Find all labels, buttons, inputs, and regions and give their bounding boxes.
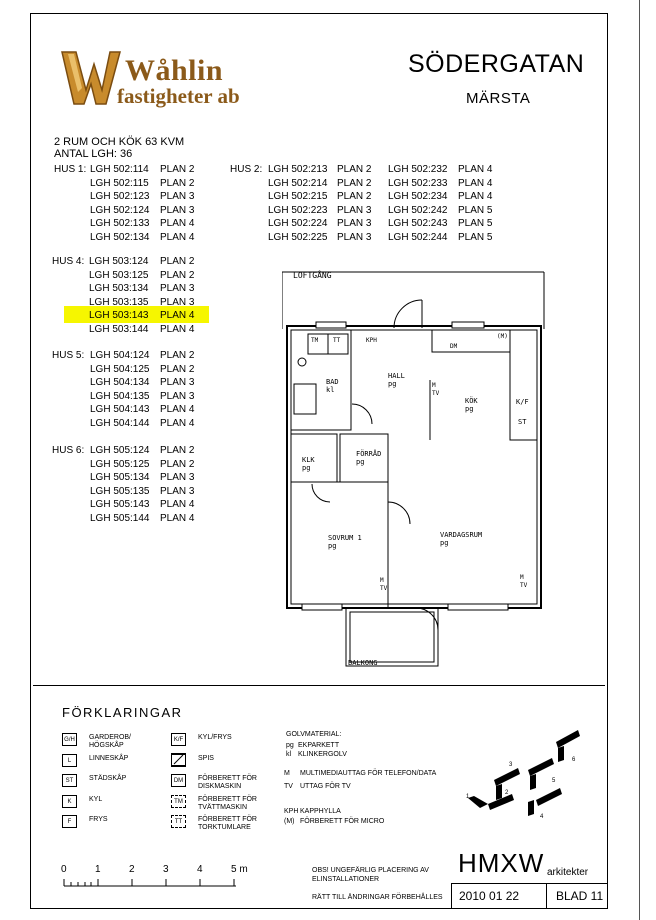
house-label: HUS 6: <box>52 445 85 456</box>
house-cell: PLAN 4 <box>160 231 195 243</box>
legend-label: LINNESKÅP <box>89 754 129 762</box>
title-separator <box>546 884 547 909</box>
house-cell: LGH 503:124 <box>89 256 149 267</box>
scale-label: 0 <box>61 864 67 875</box>
house-cell: PLAN 2 <box>160 177 195 189</box>
golv-label: KLINKERGOLV <box>298 751 347 758</box>
house-cell: LGH 502:214 <box>268 177 328 189</box>
legend-code-box: DM <box>171 774 186 787</box>
misc-label: FÖRBERETT FÖR MICRO <box>300 818 385 825</box>
plan-hall-outlet: M TV <box>432 382 440 397</box>
house-cell: PLAN 2 <box>337 164 372 175</box>
rights-note: RÄTT TILL ÄNDRINGAR FÖRBEHÅLLES <box>312 894 443 901</box>
plan-bad: BAD kl <box>326 378 339 394</box>
house-cell: LGH 503:144 <box>89 323 149 335</box>
title-sheet: BLAD 11 <box>556 889 604 903</box>
house-cell: PLAN 2 <box>160 445 195 456</box>
house-cell: LGH 503:135 <box>89 296 149 308</box>
golv-code: pg <box>286 742 294 749</box>
house-cell: PLAN 2 <box>337 191 372 202</box>
city-name: MÄRSTA <box>466 90 531 107</box>
firm-name: HMXW <box>458 848 545 878</box>
house-cell: LGH 504:135 <box>90 390 150 402</box>
house-label: HUS 1: <box>54 164 87 175</box>
legend-label: FÖRBERETT FÖR TORKTUMLARE <box>198 816 257 831</box>
plan-balkong: BALKONG <box>348 659 378 667</box>
legend-code-box: L <box>62 754 77 767</box>
house-cell: LGH 505:143 <box>90 499 150 510</box>
legend-code-box: K <box>62 795 77 808</box>
site-number: 5 <box>552 778 556 784</box>
legend-code-box: TM <box>171 795 186 808</box>
misc-label: MULTIMEDIAUTTAG FÖR TELEFON/DATA <box>300 770 437 777</box>
house-cell: PLAN 5 <box>458 204 493 216</box>
legend-label: GARDEROB/ HÖGSKÅP <box>89 734 132 749</box>
house-cell: PLAN 5 <box>458 231 493 243</box>
house-cell: LGH 502:242 <box>388 204 448 216</box>
firm-suffix: arkitekter <box>547 867 589 878</box>
house-cell: LGH 502:114 <box>90 164 149 175</box>
house-cell: PLAN 3 <box>337 218 372 229</box>
plan-klk: KLK pg <box>302 456 315 472</box>
house-cell: PLAN 3 <box>160 485 195 497</box>
site-number: 1 <box>466 794 470 800</box>
house-cell: LGH 504:125 <box>90 363 150 375</box>
house-cell: PLAN 3 <box>160 296 195 308</box>
house-cell: LGH 502:244 <box>388 231 448 243</box>
house-cell: LGH 502:225 <box>268 231 328 243</box>
house-cell: PLAN 3 <box>160 204 195 216</box>
site-number: 6 <box>572 757 576 763</box>
house-cell: PLAN 2 <box>160 458 195 470</box>
plan-dm: DM <box>450 343 458 350</box>
house-cell: LGH 505:135 <box>90 485 150 497</box>
golv-title: GOLVMATERIAL: <box>286 731 342 738</box>
legend-label: FÖRBERETT FÖR TVÄTTMASKIN <box>198 795 257 811</box>
house-cell: PLAN 4 <box>160 499 195 510</box>
plan-kf: K/F <box>516 398 529 406</box>
house-cell: LGH 502:123 <box>90 191 150 202</box>
plan-vardagsrum-outlet: M TV <box>520 574 528 589</box>
obs-note: OBS! UNGEFÄRLIG PLACERING AV ELINSTALLATIONER <box>312 867 429 883</box>
house-cell: LGH 502:115 <box>90 177 149 189</box>
site-number: 3 <box>509 762 513 768</box>
house-cell: LGH 504:124 <box>90 350 150 361</box>
golv-label: EKPARKETT <box>298 742 340 749</box>
house-cell: LGH 502:134 <box>90 231 150 243</box>
house-cell: PLAN 3 <box>160 472 195 483</box>
scale-label: 5 m <box>231 864 248 875</box>
house-cell: LGH 502:243 <box>388 218 448 229</box>
street-name: SÖDERGATAN <box>408 50 585 78</box>
plan-kok: KÖK pg <box>465 397 478 413</box>
house-cell: PLAN 4 <box>160 218 195 229</box>
house-cell: PLAN 2 <box>337 177 372 189</box>
section-divider <box>33 685 605 686</box>
house-cell: PLAN 4 <box>160 310 195 321</box>
house-cell: LGH 502:215 <box>268 191 328 202</box>
house-cell: LGH 504:134 <box>90 377 150 388</box>
plan-loftgang: LOFTGÅNG <box>293 271 332 280</box>
house-cell: PLAN 3 <box>160 283 195 294</box>
house-cell: PLAN 2 <box>160 350 195 361</box>
legend-code-box: G/H <box>62 733 77 746</box>
house-cell: PLAN 3 <box>160 377 195 388</box>
scale-bar <box>62 876 242 890</box>
house-cell: PLAN 2 <box>160 256 195 267</box>
house-cell: LGH 505:124 <box>90 445 150 456</box>
legend-code-box: ST <box>62 774 77 787</box>
house-cell: LGH 504:144 <box>90 417 150 429</box>
site-number: 2 <box>505 790 509 796</box>
legend-code-box: F <box>62 815 77 828</box>
misc-label: UTTAG FÖR TV <box>300 783 351 790</box>
legend-code-box: K/F <box>171 733 186 746</box>
house-cell: LGH 502:124 <box>90 204 150 216</box>
legend-label: KYL/FRYS <box>198 734 232 741</box>
house-cell: PLAN 4 <box>160 323 195 335</box>
house-cell: LGH 502:223 <box>268 204 328 216</box>
house-cell: LGH 502:213 <box>268 164 328 175</box>
house-cell: PLAN 2 <box>160 164 195 175</box>
plan-vardagsrum: VARDAGSRUM pg <box>440 531 483 547</box>
house-cell: LGH 502:133 <box>90 218 150 229</box>
house-cell: LGH 503:143 <box>89 310 149 321</box>
title-date: 2010 01 22 <box>459 889 520 903</box>
house-cell: LGH 502:224 <box>268 218 328 229</box>
house-label: HUS 4: <box>52 256 85 267</box>
wahlin-logo-mark <box>60 48 122 106</box>
plan-sovrum-outlet: M TV <box>380 577 388 592</box>
golv-code: kl <box>286 751 292 758</box>
house-cell: PLAN 4 <box>458 191 493 202</box>
legend-label: FÖRBERETT FÖR DISKMASKIN <box>198 775 257 790</box>
house-label: HUS 2: <box>230 164 263 175</box>
site-number: 4 <box>540 814 544 820</box>
house-cell: LGH 505:134 <box>90 472 150 483</box>
house-cell: PLAN 3 <box>337 204 372 216</box>
house-cell: LGH 505:125 <box>90 458 150 470</box>
misc-code: (M) <box>284 818 295 825</box>
house-cell: LGH 503:134 <box>89 283 149 294</box>
plan-sovrum: SOVRUM 1 pg <box>328 534 362 550</box>
legend-title: FÖRKLARINGAR <box>62 705 183 720</box>
house-cell: PLAN 4 <box>160 512 195 524</box>
plan-tm: TM <box>311 337 319 344</box>
legend-label: FRYS <box>89 816 108 823</box>
misc-code: KPH <box>284 808 299 815</box>
plan-tt: TT <box>333 337 341 344</box>
legend-code-box: TT <box>171 815 186 828</box>
misc-label: KAPPHYLLA <box>300 808 341 815</box>
house-cell: PLAN 3 <box>160 390 195 402</box>
house-cell: LGH 502:232 <box>388 164 448 175</box>
house-cell: PLAN 3 <box>337 231 372 243</box>
apartment-count: ANTAL LGH: 36 <box>54 148 133 160</box>
house-cell: PLAN 4 <box>160 417 195 429</box>
plan-hall: HALL pg <box>388 372 405 388</box>
plan-micro: (M) <box>497 333 508 340</box>
apartment-type: 2 RUM OCH KÖK 63 KVM <box>54 136 185 148</box>
scale-label: 1 <box>95 864 101 875</box>
spis-icon <box>171 753 186 766</box>
plan-st: ST <box>518 418 527 426</box>
legend-label: SPIS <box>198 754 214 762</box>
house-cell: PLAN 5 <box>458 218 493 229</box>
house-cell: PLAN 2 <box>160 363 195 375</box>
house-cell: PLAN 3 <box>160 191 195 202</box>
site-plan <box>460 720 600 830</box>
scale-label: 3 <box>163 864 169 875</box>
house-cell: PLAN 4 <box>458 177 493 189</box>
legend-label: STÄDSKÅP <box>89 775 127 782</box>
scale-label: 4 <box>197 864 203 875</box>
misc-code: M <box>284 770 290 777</box>
house-cell: LGH 502:233 <box>388 177 448 189</box>
house-cell: LGH 504:143 <box>90 404 150 415</box>
misc-code: TV <box>284 783 293 790</box>
house-label: HUS 5: <box>52 350 85 361</box>
floor-plan <box>282 264 552 674</box>
legend-label: KYL <box>89 795 103 803</box>
house-cell: PLAN 2 <box>160 269 195 281</box>
plan-kph: KPH <box>366 337 377 344</box>
house-cell: LGH 502:234 <box>388 191 448 202</box>
page-edge-rule <box>639 0 640 920</box>
house-cell: PLAN 4 <box>160 404 195 415</box>
house-cell: LGH 505:144 <box>90 512 150 524</box>
house-cell: LGH 503:125 <box>89 269 149 281</box>
logo-subtitle: fastigheter ab <box>117 84 240 108</box>
plan-forrad: FÖRRÅD pg <box>356 450 382 466</box>
scale-label: 2 <box>129 864 135 875</box>
logo-name: Wåhlin <box>125 54 224 87</box>
house-cell: PLAN 4 <box>458 164 493 175</box>
